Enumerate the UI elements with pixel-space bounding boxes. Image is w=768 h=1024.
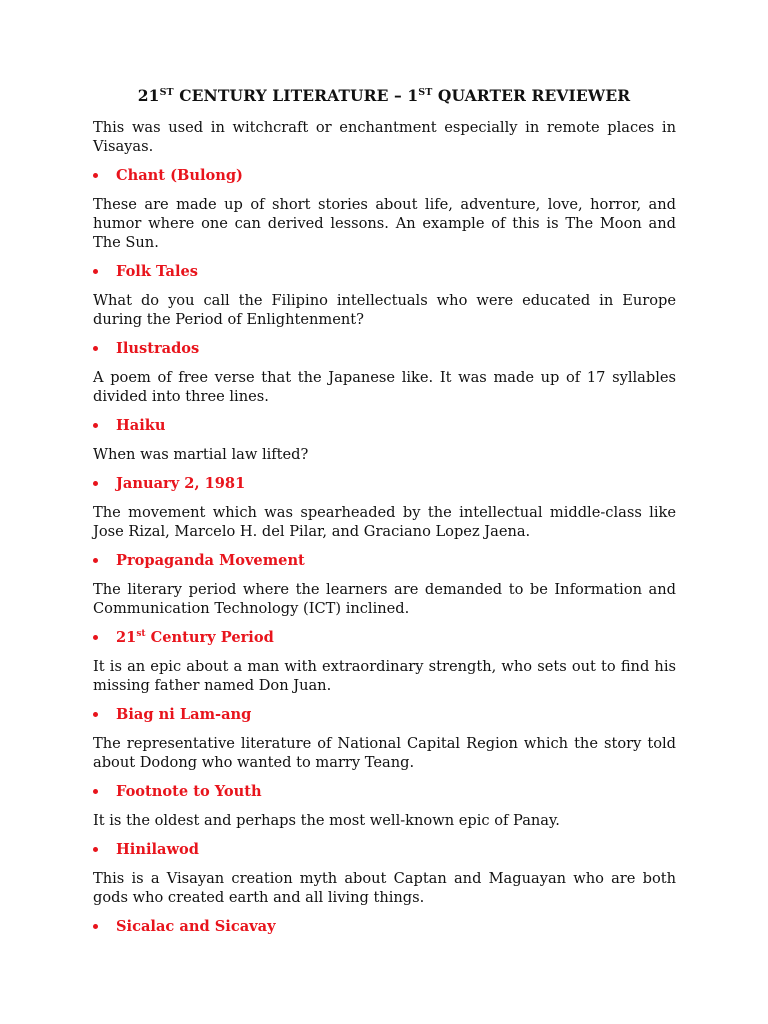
question-text: It is an epic about a man with extraordinary strength, who sets out to find his missing father named Don Juan.: [93, 658, 676, 694]
question-text: The literary period where the learners are demanded to be Information and Communication Technology (ICT) inclined.: [93, 581, 676, 617]
answer-item: [93, 166, 676, 185]
answer-text: Sicalac and Sicavay: [116, 918, 276, 935]
question-text: When was martial law lifted?: [93, 446, 309, 463]
page-title: 21ST CENTURY LITERATURE – 1ST QUARTER REVIEWER: [137, 86, 631, 105]
bullet-icon: [93, 789, 98, 794]
bullet-icon: [93, 847, 98, 852]
answer-item: [93, 551, 676, 570]
answer-text: Propaganda Movement: [116, 552, 305, 569]
bullet-icon: [93, 481, 98, 486]
question-text: The movement which was spearheaded by the intellectual middle-class like Jose Rizal, Marcelo H. del Pilar, and Graciano Lopez Jaena.: [93, 504, 676, 540]
reviewer-list: [93, 118, 676, 946]
answer-text-rest: Century Period: [145, 629, 274, 646]
bullet-icon: [93, 712, 98, 717]
bullet-icon: [93, 924, 98, 929]
answer-item: [93, 628, 676, 647]
question-text: A poem of free verse that the Japanese like. It was made up of 17 syllables divided into three lines.: [93, 369, 676, 405]
bullet-icon: [93, 269, 98, 274]
answer-item: [93, 917, 676, 936]
answer-item: [93, 262, 676, 281]
question-text: This is a Visayan creation myth about Captan and Maguayan who are both gods who created earth and all living things.: [93, 870, 676, 906]
question-text: What do you call the Filipino intellectuals who were educated in Europe during the Period of Enlightenment?: [93, 292, 676, 328]
answer-item: [93, 782, 676, 801]
answer-text: January 2, 1981: [116, 475, 246, 492]
answer-item: [93, 705, 676, 724]
answer-item: [93, 474, 676, 493]
answer-superscript: st: [136, 629, 146, 640]
question-text: It is the oldest and perhaps the most well-known epic of Panay.: [93, 812, 560, 829]
answer-item: [93, 339, 676, 358]
bullet-icon: [93, 423, 98, 428]
answer-text: Chant (Bulong): [116, 167, 243, 184]
answer-item: [93, 416, 676, 435]
bullet-icon: [93, 558, 98, 563]
question-text: These are made up of short stories about life, adventure, love, horror, and humor where one can derived lessons. An example of this is The Moon and The Sun.: [93, 196, 676, 251]
question-text: The representative literature of National Capital Region which the story told about Dodong who wanted to marry Teang.: [93, 735, 676, 771]
bullet-icon: [93, 173, 98, 178]
answer-text: Folk Tales: [116, 263, 198, 280]
bullet-icon: [93, 635, 98, 640]
answer-text: Footnote to Youth: [116, 783, 262, 800]
answer-text: 21: [116, 629, 137, 646]
answer-item: [93, 840, 676, 859]
answer-text: Haiku: [116, 417, 166, 434]
question-text: This was used in witchcraft or enchantment especially in remote places in Visayas.: [93, 119, 676, 155]
answer-text: Biag ni Lam-ang: [116, 706, 252, 723]
bullet-icon: [93, 346, 98, 351]
answer-text: Hinilawod: [116, 841, 199, 858]
answer-text: Ilustrados: [116, 340, 200, 357]
